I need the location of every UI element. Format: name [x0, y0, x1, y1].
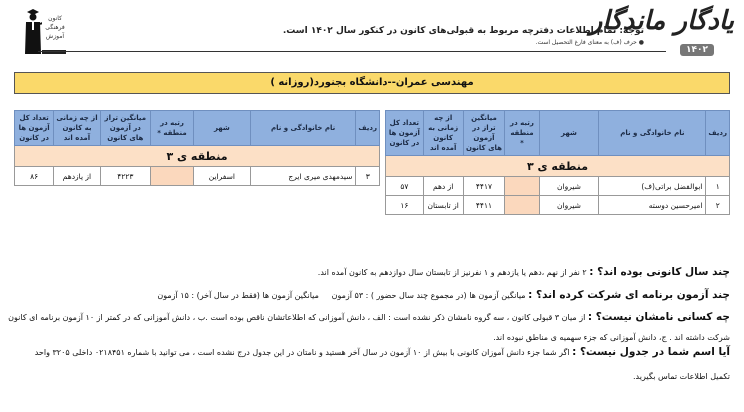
cell-name: سیدمهدی میری ایرج — [250, 167, 356, 186]
publisher-line: آموزش — [45, 33, 65, 40]
region-row — [386, 156, 730, 177]
cell-since: از تابستان — [423, 196, 463, 215]
answer-text: تکمیل اطلاعات تماس بگیرید. — [633, 372, 730, 381]
col-header-city: شهر — [539, 111, 599, 156]
publisher-line: کانون — [48, 15, 62, 22]
info-paragraph-years — [318, 266, 730, 278]
cell-index: ۲ — [706, 196, 730, 215]
cell-city: شیروان — [539, 177, 599, 196]
cell-avg: ۴۴۱۱ — [463, 196, 505, 215]
region-label: منطقه ی ۳ — [386, 156, 730, 177]
answer-text: از میان ۳ قبولی کانون ، سه گروه نامشان ذکر نشده است : الف ، دانش آموزانی که اطلاعاتشان ناقص بوده است .ب ، دانش آموزانی که در کمتر از ۱۰ آزمون برنامه ای کانون — [8, 313, 588, 322]
results-table-right — [385, 110, 730, 215]
publisher-name — [42, 14, 68, 54]
col-header-name: نام خانوادگی و نام — [599, 111, 706, 156]
table-row — [15, 167, 380, 186]
table-header-row — [15, 111, 380, 146]
col-header-index: ردیف — [356, 111, 380, 146]
publisher-logo — [20, 4, 68, 54]
info-paragraph-exams — [157, 289, 730, 301]
page-title: مهندسی عمران--دانشگاه بجنورد(روزانه ) — [14, 72, 730, 94]
table-row — [386, 177, 730, 196]
col-header-rank: رتبه در منطقه * — [505, 111, 539, 156]
publisher-line: فرهنگی — [45, 24, 65, 31]
region-row — [15, 146, 380, 167]
cell-count: ۸۶ — [15, 167, 54, 186]
info-paragraph-contact — [35, 346, 730, 358]
cell-rank — [505, 177, 539, 196]
results-table-left — [14, 110, 380, 186]
col-header-city: شهر — [193, 111, 250, 146]
cell-count: ۱۶ — [386, 196, 424, 215]
cell-rank — [150, 167, 193, 186]
brand-title: یادگار ماندگار — [589, 6, 734, 36]
col-header-index: ردیف — [706, 111, 730, 156]
graduate-icon — [24, 8, 42, 54]
col-header-count: تعداد کل آزمون ها در کانون — [15, 111, 54, 146]
col-header-avg: میانگین تراز در آزمون های کانون — [463, 111, 505, 156]
info-paragraph-contact-cont — [633, 372, 730, 381]
cell-avg: ۴۴۱۷ — [463, 177, 505, 196]
col-header-count: تعداد کل آزمون ها در کانون — [386, 111, 424, 156]
cell-index: ۳ — [356, 167, 380, 186]
col-header-rank: رتبه در منطقه * — [150, 111, 193, 146]
notice-footnote: ● حرف (ف) به معنای فارغ التحصیل است. — [535, 39, 644, 46]
cell-since: از دهم — [423, 177, 463, 196]
answer-text: میانگین آزمون ها (در مجموع چند سال حضور ) : ۵۳ آزمون میانگین آزمون ها (فقط در سال آخر) : ۱۵ آزمون — [157, 291, 529, 300]
answer-text: ۲ نفر از نهم ،دهم یا یازدهم و ۱ نفرنیز از تابستان سال دوازدهم به کانون آمده اند. — [317, 268, 590, 277]
region-label: منطقه ی ۳ — [15, 146, 380, 167]
col-header-name: نام خانوادگی و نام — [250, 111, 356, 146]
cell-index: ۱ — [706, 177, 730, 196]
brand-year-badge: ۱۴۰۲ — [680, 44, 714, 56]
col-header-since: از چه زمانی به کانون آمده اند — [423, 111, 463, 156]
info-paragraph-missing — [8, 311, 730, 323]
cell-since: از یازدهم — [54, 167, 100, 186]
answer-text: شرکت داشته اند . ج، دانش آموزانی که جزء سهمیه ی مناطق نبوده اند. — [493, 333, 730, 342]
cell-name: ابوالفضل براتی(ف) — [599, 177, 706, 196]
cell-city: شیروان — [539, 196, 599, 215]
info-paragraph-missing-cont — [493, 333, 730, 342]
table-header-row — [386, 111, 730, 156]
question-label: چند آزمون برنامه ای شرکت کرده اند؟ : — [528, 289, 730, 301]
question-label: چه کسانی نامشان نیست؟ : — [587, 311, 730, 323]
cell-avg: ۴۲۲۳ — [100, 167, 150, 186]
cell-city: اسفراین — [193, 167, 250, 186]
cell-count: ۵۷ — [386, 177, 424, 196]
question-label: آیا اسم شما در جدول نیست؟ : — [572, 346, 730, 358]
answer-text: اگر شما جزء دانش آموزان کانونی با بیش از ۱۰ آزمون در سال آخر هستید و نامتان در این جدول درج نشده است ، می توانید با شماره ۰۲۱۸۴۵۱ داخلی ۳۲۰۵ واحد — [34, 348, 573, 357]
col-header-since: از چه زمانی به کانون آمده اند — [54, 111, 100, 146]
col-header-avg: میانگین تراز در آزمون های کانون — [100, 111, 150, 146]
header-divider — [38, 51, 666, 52]
notice-text: توجه: تمام اطلاعات دفترچه مربوط به قبولی‌های کانون در کنکور سال ۱۴۰۲ است. — [282, 26, 644, 36]
question-label: چند سال کانونی بوده اند؟ : — [589, 266, 730, 278]
table-row — [386, 196, 730, 215]
cell-rank — [505, 196, 539, 215]
cell-name: امیرحسین دوسته — [599, 196, 706, 215]
